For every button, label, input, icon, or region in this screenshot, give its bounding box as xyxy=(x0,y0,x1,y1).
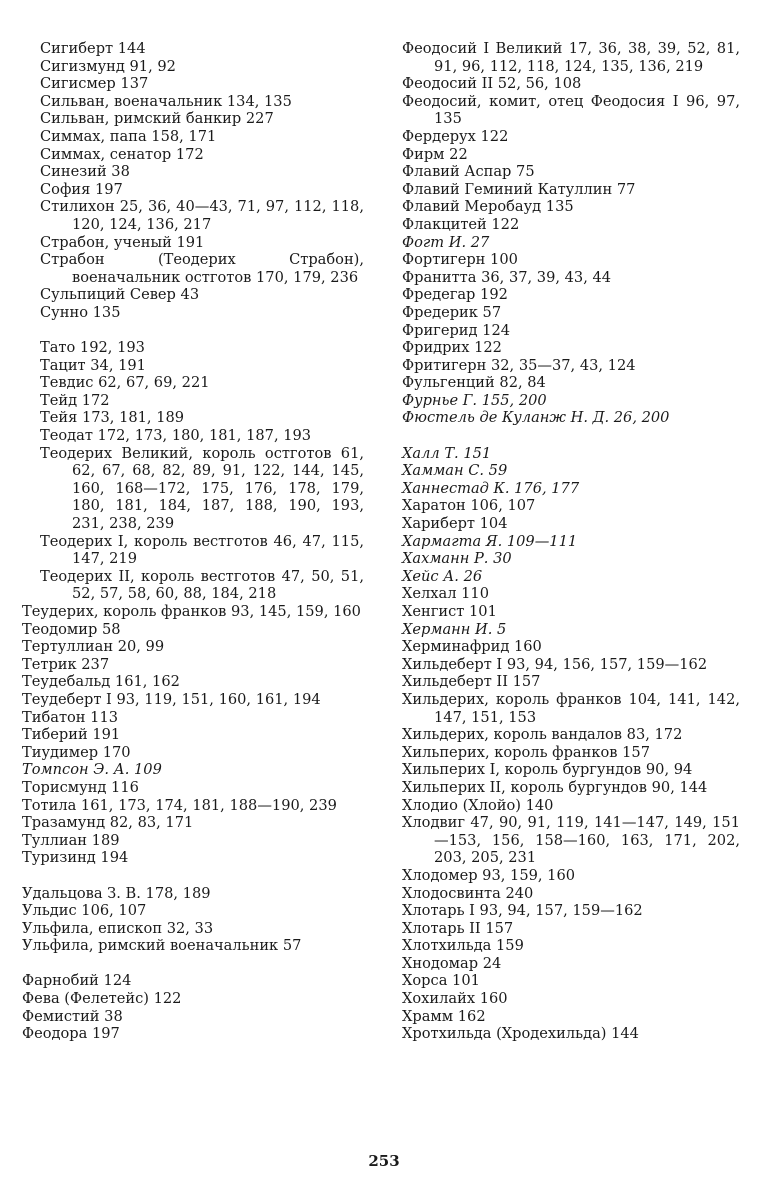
index-entry: Тевдис 62, 67, 69, 221 xyxy=(40,374,210,392)
index-entry: Симмах, папа 158, 171 xyxy=(40,127,217,145)
index-entry: Хлодио (Хлойо) 140 xyxy=(402,796,554,814)
index-entry: Тейд 172 xyxy=(40,391,110,409)
index-entry: Флавий Геминий Катуллин 77 xyxy=(402,180,636,198)
index-entry: Сильван, римский банкир 227 xyxy=(40,110,274,128)
index-entry: Сигисмер 137 xyxy=(40,75,149,93)
index-entry: Тразамунд 82, 83, 171 xyxy=(22,814,194,832)
index-entry: Хильдерих, король вандалов 83, 172 xyxy=(402,726,683,744)
index-entry: Теодерих I, король вестготов 46, 47, 115, 147, 219 xyxy=(40,532,364,568)
index-entry: Сигиберт 144 xyxy=(40,40,146,57)
index-entry: Сильван, военачальник 134, 135 xyxy=(40,92,292,110)
index-entry: Тиудимер 170 xyxy=(22,743,131,761)
index-entry: Тейя 173, 181, 189 xyxy=(40,409,185,427)
index-entry: Фритигерн 32, 35—37, 43, 124 xyxy=(402,356,636,374)
index-entry: Фредерик 57 xyxy=(402,303,502,321)
index-entry: Хильперих, король франков 157 xyxy=(402,743,650,761)
index-entry: Тотила 161, 173, 174, 181, 188—190, 239 xyxy=(22,796,337,814)
index-entry: Флакцитей 122 xyxy=(402,215,520,233)
index-entry: Ульфила, римский военачальник 57 xyxy=(22,937,302,955)
index-entry: Хармагта Я. 109—111 xyxy=(402,532,578,550)
index-entry: Тиберий 191 xyxy=(22,726,121,744)
index-entry: Хильдерих, король франков 104, 141, 142, 147, 151, 153 xyxy=(402,690,740,726)
index-entry: Хнодомар 24 xyxy=(402,954,502,972)
index-entry: Хорса 101 xyxy=(402,972,480,990)
index-entry: Франитта 36, 37, 39, 43, 44 xyxy=(402,268,612,286)
page-number: 253 xyxy=(368,1152,400,1170)
index-entry: Фригерид 124 xyxy=(402,321,511,339)
index-entry: Теодерих II, король вестготов 47, 50, 51, 52, 57, 58, 60, 88, 184, 218 xyxy=(40,567,364,603)
index-entry: Херманн И. 5 xyxy=(402,620,507,638)
index-entry: Хелхал 110 xyxy=(402,585,489,603)
index-entry: Теудебальд 161, 162 xyxy=(22,673,180,691)
index-entry: Стилихон 25, 36, 40—43, 71, 97, 112, 118, 120, 124, 136, 217 xyxy=(40,198,364,233)
index-entry: Теудерих, король франков 93, 145, 159, 160 xyxy=(22,603,361,620)
index-entry: Хамман С. 59 xyxy=(402,462,508,480)
index-entry: Тетрик 237 xyxy=(22,655,110,673)
index-entry: Симмах, сенатор 172 xyxy=(40,145,204,163)
index-entry: Фемистий 38 xyxy=(22,1007,123,1025)
index-entry: Фортигерн 100 xyxy=(402,251,518,269)
index-entry: Хариберт 104 xyxy=(402,515,508,533)
index-entry: Фридрих 122 xyxy=(402,339,502,357)
index-entry: Фева (Фелетейс) 122 xyxy=(22,990,182,1008)
index-entry: Херминафрид 160 xyxy=(402,638,542,656)
index-entry: Хлодвиг 47, 90, 91, 119, 141—147, 149, 151—153, 156, 158—160, 163, 171, 202, 203, 205, 231 xyxy=(402,814,740,867)
index-entry: София 197 xyxy=(40,180,123,198)
index-entry: Хротхильда (Хродехильда) 144 xyxy=(402,1025,639,1043)
index-entry: Хлодомер 93, 159, 160 xyxy=(402,866,576,884)
index-entry: Торисмунд 116 xyxy=(22,778,139,796)
index-entry: Теодерих Великий, король остготов 61, 62, 67, 68, 82, 89, 91, 122, 144, 145, 160, 168—172, 175, 176, 178, 179, 180, 181, 184, 187, 188, 190, 193, 231, 238, 239 xyxy=(40,444,364,533)
index-entry: Флавий Меробауд 135 xyxy=(402,198,574,216)
index-entry: Туризинд 194 xyxy=(22,849,129,867)
index-entry: Феодосий, комит, отец Феодосия I 96, 97, 135 xyxy=(402,92,740,128)
index-entry: Фирм 22 xyxy=(402,145,468,163)
index-entry: Ульдис 106, 107 xyxy=(22,902,147,920)
index-entry: Хильдеберт I 93, 94, 156, 157, 159—162 xyxy=(402,655,708,673)
index-entry: Харатон 106, 107 xyxy=(402,497,536,515)
index-entry: Ульфила, епископ 32, 33 xyxy=(22,919,214,937)
index-entry: Сунно 135 xyxy=(40,303,121,321)
index-entry: Страбон, ученый 191 xyxy=(40,233,205,251)
index-entry: Хлодосвинта 240 xyxy=(402,884,534,902)
index-entry: Хлотарь II 157 xyxy=(402,919,514,937)
index-entry: Флавий Аспар 75 xyxy=(402,163,535,181)
index-entry: Хахманн Р. 30 xyxy=(402,550,512,568)
index-entry: Феодосий I Великий 17, 36, 38, 39, 52, 81, 91, 96, 112, 118, 124, 135, 136, 219 xyxy=(402,40,740,75)
index-entry: Фюстель де Куланж Н. Д. 26, 200 xyxy=(402,409,670,427)
index-entry: Фульгенций 82, 84 xyxy=(402,374,546,392)
index-entry: Хейс А. 26 xyxy=(402,567,483,585)
index-entry: Хохилайх 160 xyxy=(402,990,508,1008)
index-entry: Сигизмунд 91, 92 xyxy=(40,57,176,75)
index-entry: Феодора 197 xyxy=(22,1025,120,1043)
index-entry: Сульпиций Север 43 xyxy=(40,286,200,304)
index-entry: Храмм 162 xyxy=(402,1007,486,1025)
index-entry: Страбон (Теодерих Страбон), военачальник остготов 170, 179, 236 xyxy=(40,251,364,286)
index-entry: Теодомир 58 xyxy=(22,620,121,638)
index-entry: Фурнье Г. 155, 200 xyxy=(402,391,547,409)
index-entry: Ханнестад К. 176, 177 xyxy=(402,479,580,497)
index-entry: Фарнобий 124 xyxy=(22,972,132,990)
index-entry: Фредегар 192 xyxy=(402,286,508,304)
index-entry: Тацит 34, 191 xyxy=(40,356,146,374)
index-entry: Тертуллиан 20, 99 xyxy=(22,638,165,656)
index-entry: Теудеберт I 93, 119, 151, 160, 161, 194 xyxy=(22,690,321,708)
index-entry: Хильперих II, король бургундов 90, 144 xyxy=(402,778,708,796)
index-entry: Туллиан 189 xyxy=(22,831,120,849)
index-entry: Феодосий II 52, 56, 108 xyxy=(402,75,582,93)
index-entry: Хильдеберт II 157 xyxy=(402,673,541,691)
index-entry: Халл Т. 151 xyxy=(402,444,492,462)
index-entry: Хлотхильда 159 xyxy=(402,937,524,955)
index-entry: Томпсон Э. А. 109 xyxy=(22,761,162,779)
index-entry: Хенгист 101 xyxy=(402,603,497,620)
index-entry: Тибатон 113 xyxy=(22,708,119,726)
index-entry: Синезий 38 xyxy=(40,163,130,181)
index-entry: Удальцова З. В. 178, 189 xyxy=(22,884,211,902)
index-entry: Теодат 172, 173, 180, 181, 187, 193 xyxy=(40,427,312,445)
index-entry: Фогт И. 27 xyxy=(402,233,490,251)
index-entry: Хильперих I, король бургундов 90, 94 xyxy=(402,761,693,779)
index-column-right xyxy=(402,40,740,1043)
index-entry: Тато 192, 193 xyxy=(40,339,145,357)
index-column-left xyxy=(22,40,364,1043)
index-entry: Хлотарь I 93, 94, 157, 159—162 xyxy=(402,902,643,920)
index-entry: Фердерух 122 xyxy=(402,127,509,145)
